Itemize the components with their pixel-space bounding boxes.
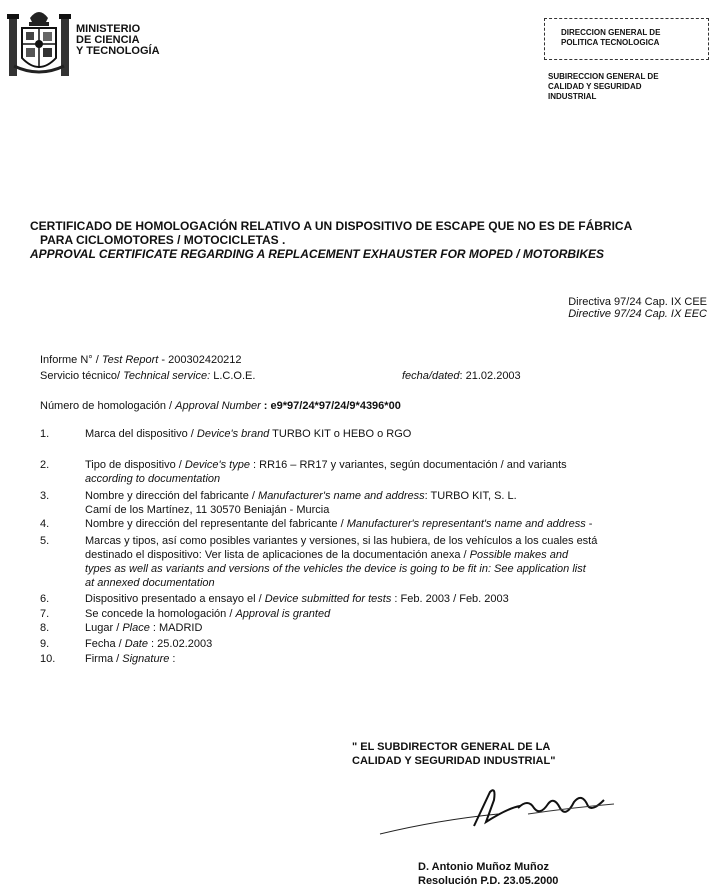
signer-resolution: Resolución P.D. 23.05.2000 bbox=[418, 875, 559, 887]
item-line bbox=[85, 504, 329, 517]
item-number: 8. bbox=[40, 622, 50, 634]
service-date bbox=[402, 370, 521, 383]
directive-reference bbox=[568, 296, 707, 320]
item-line bbox=[85, 577, 215, 590]
item-text: Lugar / bbox=[85, 622, 123, 634]
approval-number bbox=[40, 400, 401, 413]
directive-es: Directiva 97/24 Cap. IX CEE bbox=[568, 296, 707, 308]
title-line-3: APPROVAL CERTIFICATE REGARDING A REPLACEMENT EXHAUSTER FOR MOPED / MOTORBIKES bbox=[30, 247, 605, 261]
item-text-en: Place bbox=[122, 622, 150, 634]
item-text-en: Manufacturer's representant's name and address bbox=[346, 518, 586, 530]
item-line bbox=[85, 535, 597, 548]
certificate-title bbox=[30, 219, 632, 261]
item-text: Nombre y dirección del representante del fabricante / bbox=[85, 518, 347, 530]
signature-title-block bbox=[352, 740, 555, 768]
item-line bbox=[85, 518, 592, 531]
title-line-2: PARA CICLOMOTORES / MOTOCICLETAS . bbox=[40, 233, 286, 247]
item-text: TURBO KIT o HEBO o RGO bbox=[269, 428, 412, 440]
item-text-en: Approval is granted bbox=[235, 608, 331, 620]
service-date-label: fecha/dated bbox=[402, 370, 460, 382]
approval-label-en: Approval Number bbox=[175, 400, 261, 412]
signature-title-line-2: CALIDAD Y SEGURIDAD INDUSTRIAL" bbox=[352, 755, 556, 767]
service-value: L.C.O.E. bbox=[213, 370, 256, 382]
ministry-line-2: DE CIENCIA bbox=[76, 34, 140, 46]
item-number: 4. bbox=[40, 518, 50, 530]
signer-name: D. Antonio Muñoz Muñoz bbox=[418, 861, 549, 873]
report-number bbox=[40, 354, 242, 367]
item-text: : RR16 – RR17 y variantes, según documentación / and variants bbox=[249, 459, 567, 471]
approval-label-es: Número de homologación / bbox=[40, 400, 173, 412]
item-text: Dispositivo presentado a ensayo el / bbox=[85, 593, 265, 605]
item-text: : TURBO KIT, S. L. bbox=[424, 490, 517, 502]
item-number: 6. bbox=[40, 593, 50, 605]
signer-block bbox=[418, 860, 558, 888]
subdirection-heading bbox=[548, 72, 659, 102]
service-date-value: : 21.02.2003 bbox=[459, 370, 521, 382]
coat-of-arms-logo bbox=[6, 4, 72, 82]
subdirection-line-2: CALIDAD Y SEGURIDAD bbox=[548, 82, 642, 91]
item-number: 3. bbox=[40, 490, 50, 502]
item-text-en: Signature bbox=[122, 653, 170, 665]
technical-service bbox=[40, 370, 255, 383]
item-text-en: Device's brand bbox=[196, 428, 270, 440]
subdirection-line-1: SUBIRECCION GENERAL DE bbox=[548, 72, 659, 81]
direction-line-2: POLITICA TECNOLOGICA bbox=[561, 38, 660, 47]
direction-stamp-box bbox=[544, 18, 709, 60]
item-text: : Feb. 2003 / Feb. 2003 bbox=[391, 593, 509, 605]
item-line bbox=[85, 638, 212, 651]
item-line bbox=[85, 549, 568, 562]
item-line bbox=[85, 490, 517, 503]
item-text-en: according to documentation bbox=[85, 473, 221, 485]
item-text-en: Date bbox=[124, 638, 148, 650]
item-text: Nombre y dirección del fabricante / bbox=[85, 490, 259, 502]
item-text: Fecha / bbox=[85, 638, 125, 650]
item-text: destinado el dispositivo: Ver lista de aplicaciones de la documentación anexa / bbox=[85, 549, 470, 561]
direction-line-1: DIRECCION GENERAL DE bbox=[561, 28, 661, 37]
service-label-en: Technical service: bbox=[123, 370, 211, 382]
item-text: : MADRID bbox=[149, 622, 203, 634]
item-number: 2. bbox=[40, 459, 50, 471]
report-value: - 200302420212 bbox=[161, 354, 242, 366]
item-line bbox=[85, 608, 330, 621]
item-text: : 25.02.2003 bbox=[148, 638, 213, 650]
subdirection-line-3: INDUSTRIAL bbox=[548, 92, 597, 101]
item-text-en: Device's type bbox=[184, 459, 250, 471]
ministry-name bbox=[76, 24, 160, 57]
directive-en: Directive 97/24 Cap. IX EEC bbox=[568, 308, 707, 320]
item-text: Tipo de dispositivo / bbox=[85, 459, 185, 471]
ministry-line-3: Y TECNOLOGÍA bbox=[76, 45, 160, 57]
report-label-en: Test Report bbox=[101, 354, 159, 366]
item-line bbox=[85, 563, 586, 576]
item-line bbox=[85, 473, 220, 486]
title-line-1: CERTIFICADO DE HOMOLOGACIÓN RELATIVO A UN DISPOSITIVO DE ESCAPE QUE NO ES DE FÁBRICA bbox=[30, 219, 633, 233]
handwritten-signature bbox=[378, 778, 618, 848]
signature-title-line-1: " EL SUBDIRECTOR GENERAL DE LA bbox=[352, 741, 551, 753]
item-text: Se concede la homologación / bbox=[85, 608, 236, 620]
report-label-es: Informe N° / bbox=[40, 354, 99, 366]
item-text: Firma / bbox=[85, 653, 123, 665]
item-text-en: at annexed documentation bbox=[85, 577, 215, 589]
item-text-en: types as well as variants and versions of the vehicles the device is going to be fit in: See application list bbox=[85, 563, 586, 575]
item-line bbox=[85, 459, 567, 472]
item-number: 1. bbox=[40, 428, 50, 440]
item-line bbox=[85, 593, 509, 606]
item-number: 10. bbox=[40, 653, 56, 665]
approval-value: : e9*97/24*97/24/9*4396*00 bbox=[263, 400, 401, 412]
item-number: 9. bbox=[40, 638, 50, 650]
item-number: 5. bbox=[40, 535, 50, 547]
service-label-es: Servicio técnico/ bbox=[40, 370, 121, 382]
item-text: - bbox=[585, 518, 593, 530]
ministry-line-1: MINISTERIO bbox=[76, 23, 141, 35]
item-text-en: Possible makes and bbox=[469, 549, 569, 561]
item-text: Marca del dispositivo / bbox=[85, 428, 197, 440]
item-line bbox=[85, 653, 176, 666]
item-text: Camí de los Martínez, 11 30570 Beniaján - Murcia bbox=[85, 504, 330, 516]
item-text: Marcas y tipos, así como posibles variantes y versiones, si las hubiera, de los vehículos a los cuales está bbox=[85, 535, 598, 547]
item-line bbox=[85, 428, 411, 441]
item-number: 7. bbox=[40, 608, 50, 620]
item-text-en: Manufacturer's name and address bbox=[258, 490, 425, 502]
item-line bbox=[85, 622, 202, 635]
item-text: : bbox=[169, 653, 176, 665]
item-text-en: Device submitted for tests bbox=[264, 593, 392, 605]
